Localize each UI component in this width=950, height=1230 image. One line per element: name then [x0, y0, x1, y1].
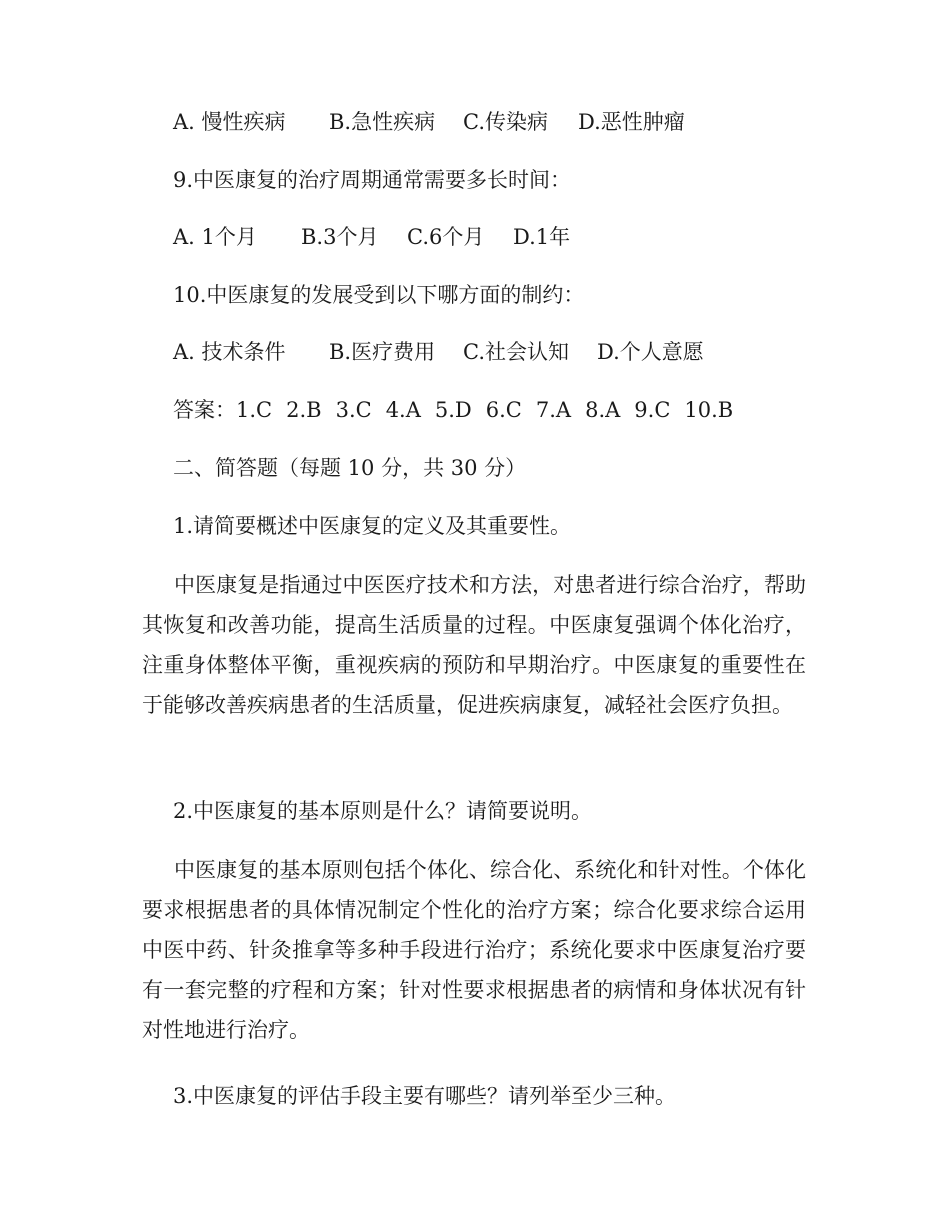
q9-option-a: A. 1个月 [173, 225, 257, 249]
q10-question: 10.中医康复的发展受到以下哪方面的制约： [173, 283, 585, 307]
short-answer-2: 中医康复的基本原则包括个体化、综合化、系统化和针对性。个体化要求根据患者的具体情况制定个性化的治疗方案；综合化要求综合运用中医中药、针灸推拿等多种手段进行治疗；系统化要求中医康复治疗要有一套完整的疗程和方案；针对性要求根据患者的病情和身体状况有针对性地进行治疗。 [142, 858, 806, 1042]
q10-option-b: B.医疗费用 [329, 340, 436, 364]
q8-option-a: A. 慢性疾病 [173, 110, 286, 134]
answer-key-label: 答案： [173, 398, 236, 422]
q8-option-b: B.急性疾病 [329, 110, 436, 134]
answer-item: 6.C [485, 398, 522, 422]
answer-item: 4.A [385, 398, 421, 422]
answer-item: 2.B [286, 398, 322, 422]
q9-option-c: C.6个月 [407, 225, 485, 249]
q9-option-b: B.3个月 [301, 225, 379, 249]
q10-option-d: D.个人意愿 [597, 340, 704, 364]
q8-option-c: C.传染病 [463, 110, 548, 134]
answer-item: 10.B [684, 398, 734, 422]
short-question-3: 3.中医康复的评估手段主要有哪些？请列举至少三种。 [173, 1084, 677, 1108]
q8-option-d: D.恶性肿瘤 [578, 110, 685, 134]
q10-option-c: C.社会认知 [463, 340, 569, 364]
answer-item: 3.C [335, 398, 372, 422]
short-question-2: 2.中医康复的基本原则是什么？请简要说明。 [173, 799, 593, 823]
section-heading: 二、简答题（每题 10 分，共 30 分） [173, 456, 527, 480]
answer-item: 7.A [535, 398, 572, 422]
answer-key [173, 400, 747, 421]
answer-item: 1.C [236, 398, 273, 422]
q9-question: 9.中医康复的治疗周期通常需要多长时间： [173, 168, 572, 192]
q9-option-d: D.1年 [513, 225, 571, 249]
answer-item: 5.D [434, 398, 472, 422]
answer-item: 9.C [634, 398, 671, 422]
q10-option-a: A. 技术条件 [173, 340, 286, 364]
answer-item: 8.A [585, 398, 621, 422]
short-answer-1: 中医康复是指通过中医医疗技术和方法，对患者进行综合治疗，帮助其恢复和改善功能，提高生活质量的过程。中医康复强调个体化治疗，注重身体整体平衡，重视疾病的预防和早期治疗。中医康复的重要性在于能够改善疾病患者的生活质量，促进疾病康复，减轻社会医疗负担。 [142, 573, 806, 717]
short-question-1: 1.请简要概述中医康复的定义及其重要性。 [173, 514, 572, 538]
